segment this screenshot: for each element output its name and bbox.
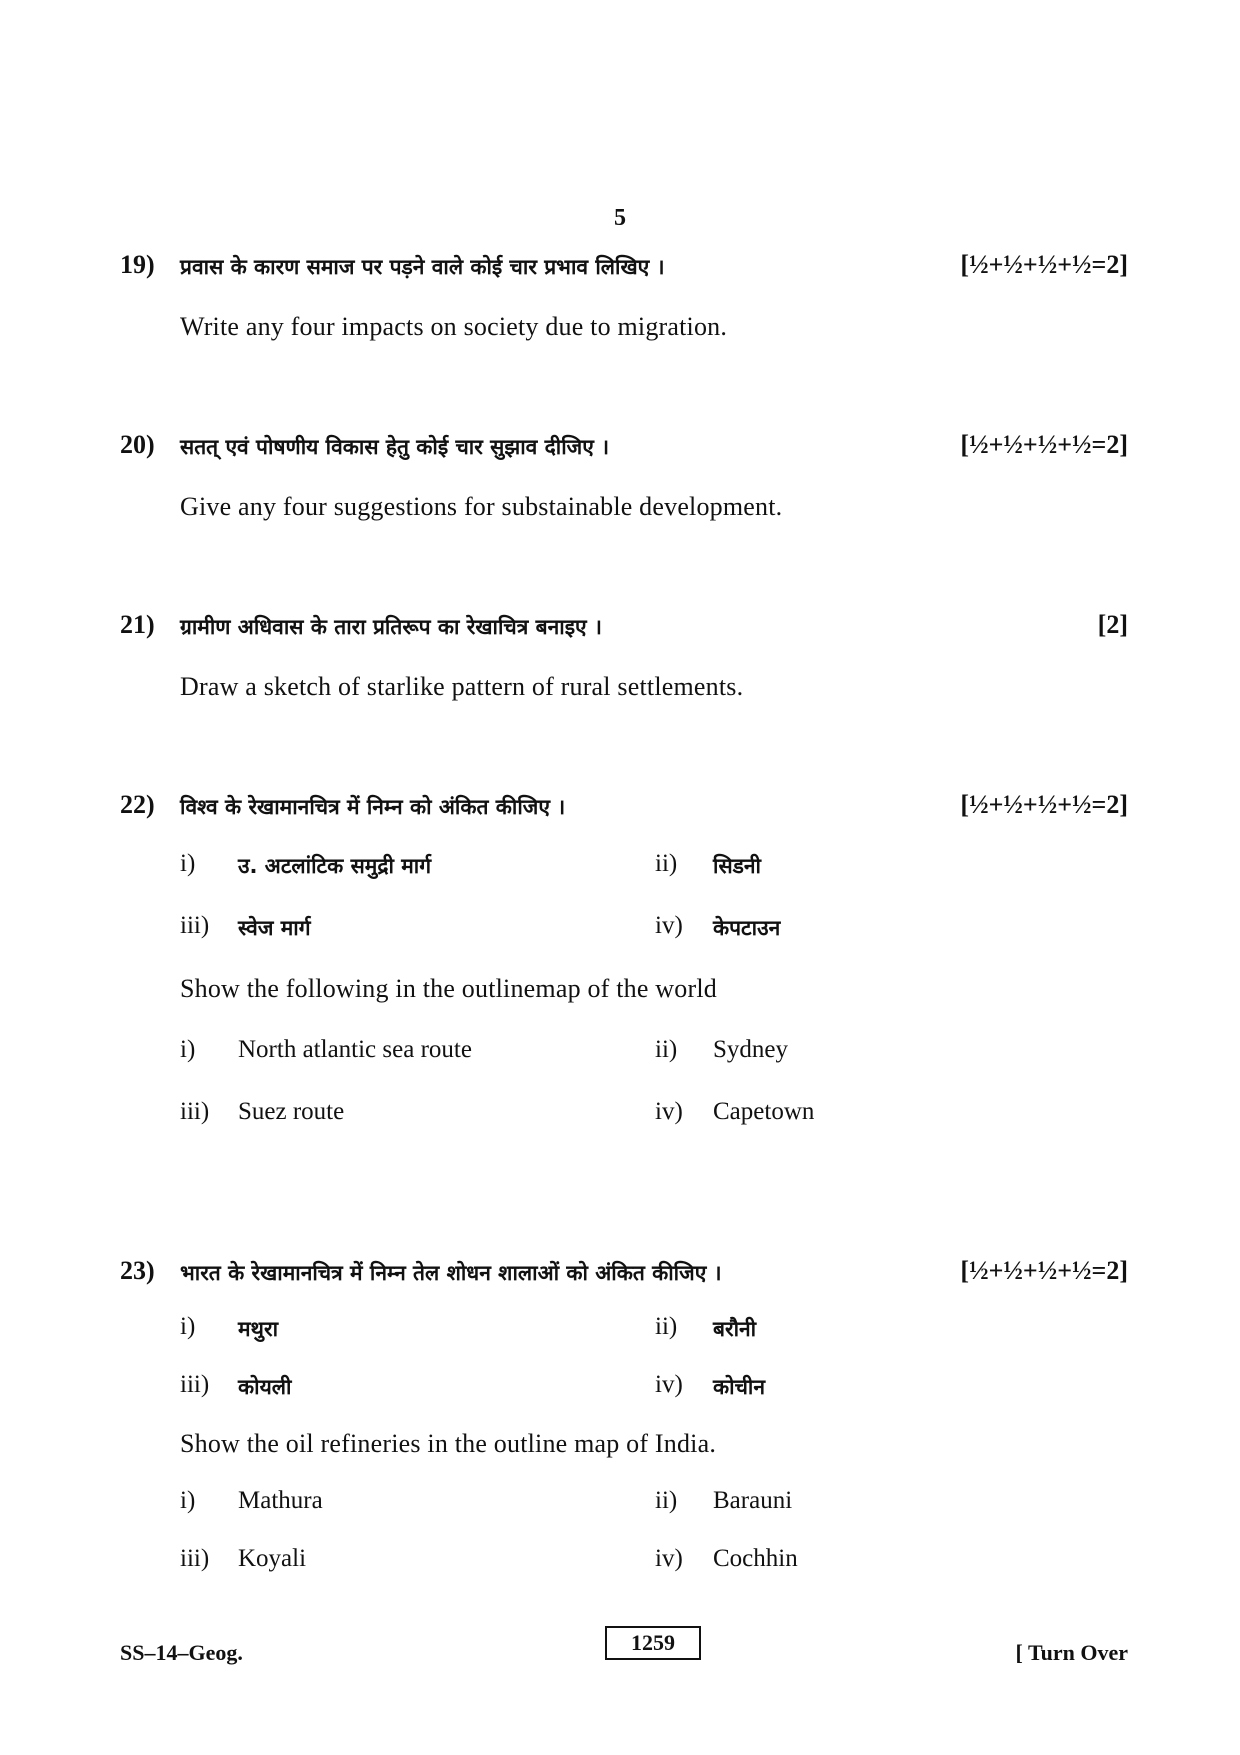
q22-hindi-option-3-text: स्वेज मार्ग — [238, 916, 311, 940]
question-23-number: 23) — [120, 1256, 155, 1285]
question-21-marks: [2] — [1097, 610, 1128, 639]
q22-hindi-option-4-text: केपटाउन — [713, 916, 781, 940]
paper-code: SS–14–Geog. — [120, 1640, 243, 1665]
question-21-english: Draw a sketch of starlike pattern of rural settlements. — [180, 672, 744, 701]
question-21-hindi: ग्रामीण अधिवास के तारा प्रतिरूप का रेखाचित्र बनाइए । — [180, 615, 602, 639]
q22-english-option-2-number: ii) — [655, 1036, 678, 1063]
q22-english-option-3-number: iii) — [180, 1098, 210, 1125]
q23-hindi-option-4-number: iv) — [655, 1371, 683, 1398]
page-number: 5 — [614, 205, 626, 231]
question-22-hindi: विश्व के रेखामानचित्र में निम्न को अंकित कीजिए । — [180, 795, 566, 819]
q23-english-option-1-text: Mathura — [238, 1487, 323, 1514]
page-code-box: 1259 — [605, 1626, 701, 1660]
q23-english-option-4-text: Cochhin — [713, 1545, 798, 1572]
q22-hindi-option-3-number: iii) — [180, 912, 210, 939]
question-23-marks: [½+½+½+½=2] — [960, 1256, 1128, 1285]
q23-hindi-option-3-text: कोयली — [238, 1375, 292, 1399]
q23-hindi-option-1-text: मथुरा — [238, 1317, 279, 1341]
q23-english-option-1-number: i) — [180, 1487, 196, 1514]
q23-english-option-4-number: iv) — [655, 1545, 683, 1572]
q22-english-option-3-text: Suez route — [238, 1098, 345, 1125]
q23-hindi-option-4-text: कोचीन — [713, 1375, 765, 1399]
q22-hindi-option-2-text: सिडनी — [713, 854, 761, 878]
question-22-english: Show the following in the outlinemap of the world — [180, 974, 717, 1003]
q22-hindi-option-1-number: i) — [180, 850, 196, 877]
q23-hindi-option-2-text: बरौनी — [713, 1317, 757, 1341]
q23-english-option-3-number: iii) — [180, 1545, 210, 1572]
q22-hindi-option-4-number: iv) — [655, 912, 683, 939]
question-22-marks: [½+½+½+½=2] — [960, 790, 1128, 819]
q23-hindi-option-3-number: iii) — [180, 1371, 210, 1398]
question-23-hindi: भारत के रेखामानचित्र में निम्न तेल शोधन शालाओं को अंकित कीजिए । — [180, 1261, 722, 1285]
question-20-english: Give any four suggestions for substainable development. — [180, 492, 783, 521]
question-19-marks: [½+½+½+½=2] — [960, 250, 1128, 279]
q23-hindi-option-2-number: ii) — [655, 1313, 678, 1340]
q22-english-option-4-text: Capetown — [713, 1098, 815, 1125]
question-20-number: 20) — [120, 430, 155, 459]
question-19-number: 19) — [120, 250, 155, 279]
q23-english-option-2-number: ii) — [655, 1487, 678, 1514]
q23-english-option-3-text: Koyali — [238, 1545, 307, 1572]
q22-english-option-4-number: iv) — [655, 1098, 683, 1125]
question-19-hindi: प्रवास के कारण समाज पर पड़ने वाले कोई चार प्रभाव लिखिए । — [180, 255, 665, 279]
q22-hindi-option-1-text: उ. अटलांटिक समुद्री मार्ग — [238, 854, 432, 878]
q23-english-option-2-text: Barauni — [713, 1487, 793, 1514]
question-21-number: 21) — [120, 610, 155, 639]
question-23-english: Show the oil refineries in the outline map of India. — [180, 1429, 717, 1458]
question-20-hindi: सतत् एवं पोषणीय विकास हेतु कोई चार सुझाव दीजिए । — [180, 435, 610, 459]
question-22-number: 22) — [120, 790, 155, 819]
q22-english-option-1-number: i) — [180, 1036, 196, 1063]
q23-hindi-option-1-number: i) — [180, 1313, 196, 1340]
question-19-english: Write any four impacts on society due to migration. — [180, 312, 728, 341]
turn-over-label: [ Turn Over — [1015, 1640, 1128, 1665]
q22-hindi-option-2-number: ii) — [655, 850, 678, 877]
q22-english-option-1-text: North atlantic sea route — [238, 1036, 472, 1063]
q22-english-option-2-text: Sydney — [713, 1036, 788, 1063]
question-20-marks: [½+½+½+½=2] — [960, 430, 1128, 459]
